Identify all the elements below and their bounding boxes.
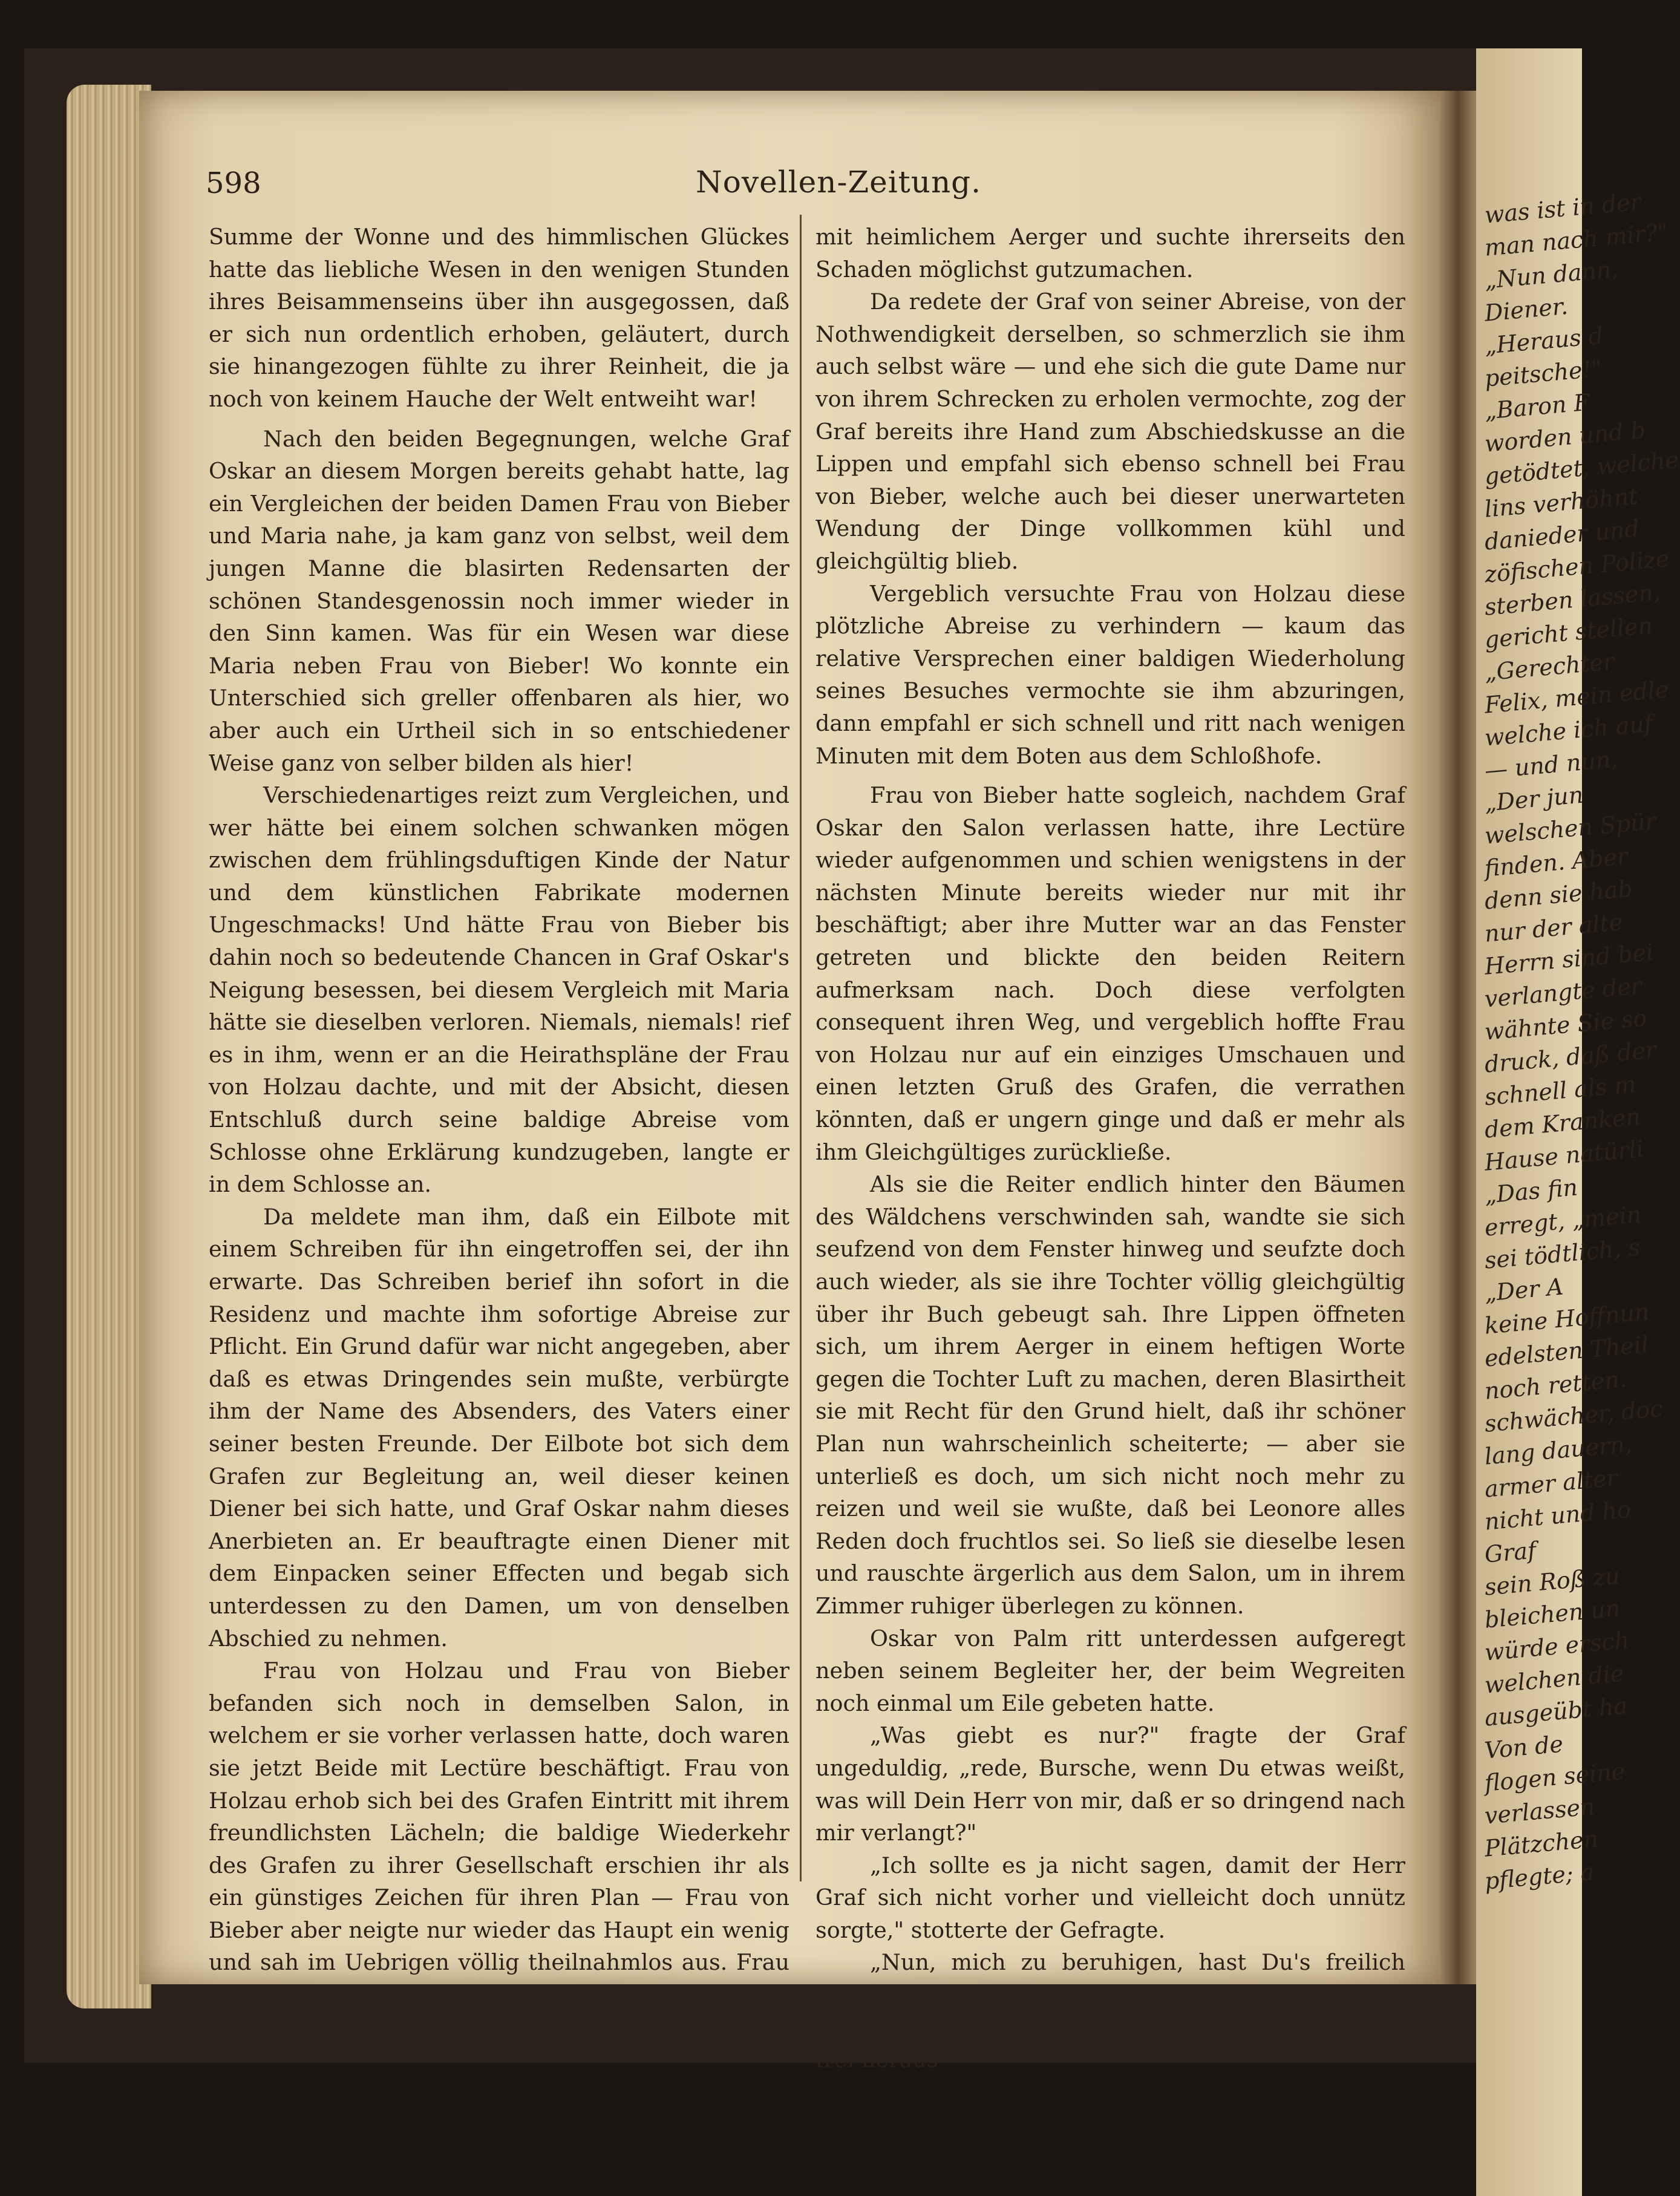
- right-page-fragment: [1476, 48, 1680, 2196]
- next-page-line: „Baron F: [1483, 388, 1591, 425]
- paragraph: Vergeblich versuchte Frau von Holzau diese plötzliche Abreise zu verhindern — kaum das relative Versprechen einer baldigen Wiederholung seines Besuches vermochte sie ihm abzuringen, dann empfahl er sich schnell und ritt nach wenigen Minuten mit dem Boten aus dem Schloßhofe.: [815, 580, 1405, 769]
- next-page-line: edelsten Theil: [1483, 1331, 1650, 1372]
- next-page-line: ausgeübt ha: [1483, 1692, 1629, 1731]
- next-page-line: „Heraus d: [1483, 322, 1604, 359]
- next-page-line: „Der A: [1483, 1273, 1564, 1307]
- next-page-line: getödtet, welche: [1483, 446, 1680, 490]
- next-page-line: worden und b: [1483, 416, 1647, 457]
- paragraph: mit heimlichem Aerger und suchte ihrerseits den Schaden möglichst gutzumachen.: [815, 224, 1405, 283]
- next-page-line: Felix, mein edle: [1483, 676, 1670, 719]
- next-page-line: lins verhöhnt: [1483, 482, 1639, 523]
- page-number: 598: [206, 166, 261, 200]
- paragraph: Nach den beiden Begegnungen, welche Graf Oskar an diesem Morgen bereits gehabt hatte, lag ein Vergleichen der beiden Damen Frau von Bieber und Maria nahe, ja kam ganz von selbst, weil dem jungen Manne die blasirten Redensarten der schönen Standesgenossin noch immer wieder in den Sinn kamen. Was für ein Wesen war diese Maria neben Frau von Bieber! Wo konnte ein Unterschied sich greller offenbaren als hier, wo aber auch ein Urtheil sich in so entschiedener Weise ganz von selber bilden als hier!: [209, 425, 789, 776]
- next-page-line: Hause natürli: [1483, 1135, 1645, 1176]
- page-edges: [67, 85, 151, 2008]
- next-page-line: was ist in der: [1483, 188, 1642, 229]
- next-page-line: peitsche!": [1483, 355, 1603, 392]
- next-page-line: armer alter: [1483, 1464, 1619, 1503]
- next-page-line: — und nun,: [1483, 745, 1619, 784]
- next-page-line: man nach mir?": [1483, 218, 1670, 261]
- next-page-line: noch retten.: [1483, 1365, 1628, 1405]
- paragraph: Oskar von Palm ritt unterdessen aufgeregt neben seinem Begleiter her, der beim Wegreiten noch einmal um Eile gebeten hatte.: [815, 1625, 1405, 1716]
- next-page-line: pflegte; a: [1483, 1858, 1595, 1895]
- paragraph: Frau von Bieber hatte sogleich, nachdem Graf Oskar den Salon verlassen hatte, ihre Lectüre wieder aufgenommen und schien wenigstens in der nächsten Minute bereits wieder nur mit ihr beschäftigt; aber ihre Mutter war an das Fenster getreten und blickte den beiden Reitern aufmerksam nach. Doch diese verfolgten consequent ihren Weg, und vergeblich hoffte Frau von Holzau nur auf ein einziges Umschauen und einen letzten Gruß des Grafen, die verrathen könnten, daß er ungern ginge und daß er mehr als ihm Gleichgültiges zurückließe.: [815, 782, 1405, 1165]
- next-page-line: druck, daß der: [1483, 1036, 1658, 1078]
- right-column: [815, 221, 1405, 2076]
- next-page-line: welchen die: [1483, 1659, 1625, 1699]
- next-page-line: „Nun dann,: [1483, 255, 1620, 294]
- next-page-line: lang dauern,: [1483, 1430, 1633, 1470]
- next-page-line: „Das fin: [1483, 1174, 1579, 1209]
- column-divider: [800, 215, 802, 1881]
- next-page-line: „Der jun: [1483, 781, 1584, 817]
- next-page-line: sei tödtlich, s: [1483, 1234, 1641, 1274]
- next-page-line: erregt, „mein: [1483, 1201, 1642, 1241]
- next-page-line: finden. Aber: [1483, 843, 1629, 882]
- next-page-line: verlangte der: [1483, 972, 1643, 1013]
- paragraph: „Was giebt es nur?" fragte der Graf ungeduldig, „rede, Bursche, wenn Du etwas weißt, was will Dein Herr von mir, daß er so dringend nach mir verlangt?": [815, 1722, 1405, 1846]
- next-page-line: danieder und: [1483, 515, 1641, 555]
- next-page-line: schnell als m: [1483, 1070, 1637, 1111]
- next-page-line: welschen Spür: [1483, 808, 1658, 849]
- paragraph: Frau von Holzau und Frau von Bieber befanden sich noch in demselben Salon, in welchem er sie vorher verlassen hatte, doch waren sie jetzt Beide mit Lectüre beschäftigt. Frau von Holzau erhob sich bei des Grafen Eintritt mit ihrem freundlichsten Lächeln; die baldige Wiederkehr des Grafen zu ihrer Gesellschaft erschien ihr als ein günstiges Zeichen für ihren Plan — Frau von Bieber aber neigte nur wieder das Haupt ein wenig und sah im Uebrigen völlig theilnahmlos aus. Frau von Holzau bemerkte das: [209, 1658, 789, 2008]
- paragraph: Da meldete man ihm, daß ein Eilbote mit einem Schreiben für ihn eingetroffen sei, der ihn erwarte. Das Schreiben berief ihn sofort in die Residenz und machte ihm sofortige Abreise zur Pflicht. Ein Grund dafür war nicht angegeben, aber daß es etwas Dringendes sein mußte, verbürgte ihm der Name des Absenders, des Vaters einer seiner besten Freunde. Der Eilbote bot sich dem Grafen zur Begleitung an, weil dieser keinen Diener bei sich hatte, und Graf Oskar nahm dieses Anerbieten an. Er beauftragte einen Diener mit dem Einpacken seiner Effecten und begab sich unterdessen zu den Damen, um von denselben Abschied zu nehmen.: [209, 1203, 789, 1652]
- paragraph: „Ich sollte es ja nicht sagen, damit der Herr Graf sich nicht vorher und vielleicht doch unnütz sorgte," stotterte der Gefragte.: [815, 1852, 1405, 1943]
- next-page-line: welche ich auf: [1483, 710, 1654, 751]
- next-page-line: verlassen: [1483, 1792, 1597, 1829]
- next-page-line: nicht und ho: [1483, 1495, 1632, 1535]
- next-page-line: Von de: [1483, 1730, 1564, 1764]
- next-page-line: wähnte Sie so: [1483, 1004, 1648, 1045]
- next-page-line: Graf: [1483, 1537, 1537, 1568]
- next-page-line: zöfischen Polize: [1483, 545, 1670, 588]
- next-page-line: flogen seine: [1483, 1757, 1626, 1797]
- next-page-line: Herrn sind bei: [1483, 938, 1655, 980]
- next-page-line: keine Hoffnun: [1483, 1298, 1650, 1339]
- paragraph: Verschiedenartiges reizt zum Vergleichen, und wer hätte bei einem solchen schwanken mögen zwischen dem frühlingsduftigen Kinde der Natur und dem künstlichen Fabrikate modernen Ungeschmacks! Und hätte Frau von Bieber bis dahin noch so bedeutende Chancen in Graf Oskar's Neigung besessen, bei diesem Vergleich mit Maria hätte sie dieselben verloren. Niemals, niemals! rief es in ihm, wenn er an die Heirathspläne der Frau von Holzau dachte, und mit der Absicht, diesen Entschluß durch seine baldige Abreise vom Schlosse ohne Erklärung kundzugeben, langte er in dem Schlosse an.: [209, 782, 789, 1198]
- next-page-line: nur der alte: [1483, 908, 1624, 947]
- next-page-line: „Gerechter: [1483, 648, 1615, 686]
- next-page-line: gericht stellen: [1483, 612, 1654, 653]
- next-page-line: Diener.: [1483, 292, 1569, 327]
- running-head: Novellen-Zeitung.: [696, 165, 982, 200]
- next-page-line: Plätzchen: [1483, 1825, 1600, 1862]
- left-column: [209, 221, 789, 2011]
- book-gutter: [1440, 91, 1476, 1984]
- paragraph: Summe der Wonne und des himmlischen Glückes hatte das liebliche Wesen in den wenigen Stunden ihres Beisammenseins über ihn ausgegossen, daß er sich nun ordentlich erhoben, geläutert, durch sie hinangezogen fühlte zu ihrer Reinheit, die ja noch von keinem Hauche der Welt entweiht war!: [209, 224, 789, 412]
- next-page-line: würde ersch: [1483, 1626, 1630, 1666]
- paragraph: Da redete der Graf von seiner Abreise, von der Nothwendigkeit derselben, so schmerzlich sie ihm auch selbst wäre — und ehe sich die gute Dame nur von ihrem Schrecken zu erholen vermochte, zog der Graf bereits ihre Hand zum Abschiedskusse an die Lippen und empfahl sich ebenso schnell bei Frau von Bieber, welche auch bei dieser unerwarteten Wendung der Dinge vollkommen kühl und gleichgültig blieb.: [815, 289, 1405, 574]
- next-page-line: denn sie hab: [1483, 875, 1634, 915]
- next-page-line: dem Kranken: [1483, 1103, 1642, 1143]
- next-page-line: sein Roß zu: [1483, 1562, 1621, 1601]
- paragraph: „Nun, mich zu beruhigen, hast Du's freilich dumm genug angefangen, jetzt kann mir nichts fataler sein, als die Ungewißheit — also rede, rede frei heraus: [815, 1949, 1405, 2073]
- next-page-line: schwächer, doc: [1483, 1395, 1664, 1437]
- paragraph: Als sie die Reiter endlich hinter den Bäumen des Wäldchens verschwinden sah, wandte sie sich seufzend von dem Fenster hinweg und seufzte doch auch wieder, als sie ihre Tochter völlig gleichgültig über ihr Buch gebeugt sah. Ihre Lippen öffneten sich, um ihrem Aerger in einem heftigen Worte gegen die Tochter Luft zu machen, deren Blasirtheit sie mit Recht für den Grund hielt, daß ihr schöner Plan nun wahrscheinlich scheiterte; — aber sie unterließ es doch, um sich nicht noch mehr zu reizen und weil sie wußte, daß bei Leonore alles Reden doch fruchtlos sei. So ließ sie dieselbe lesen und rauschte ärgerlich aus dem Salon, um in ihrem Zimmer ruhiger überlegen zu können.: [815, 1171, 1405, 1619]
- next-page-line: sterben lassen,: [1483, 578, 1662, 621]
- next-page-line: bleichen un: [1483, 1595, 1621, 1633]
